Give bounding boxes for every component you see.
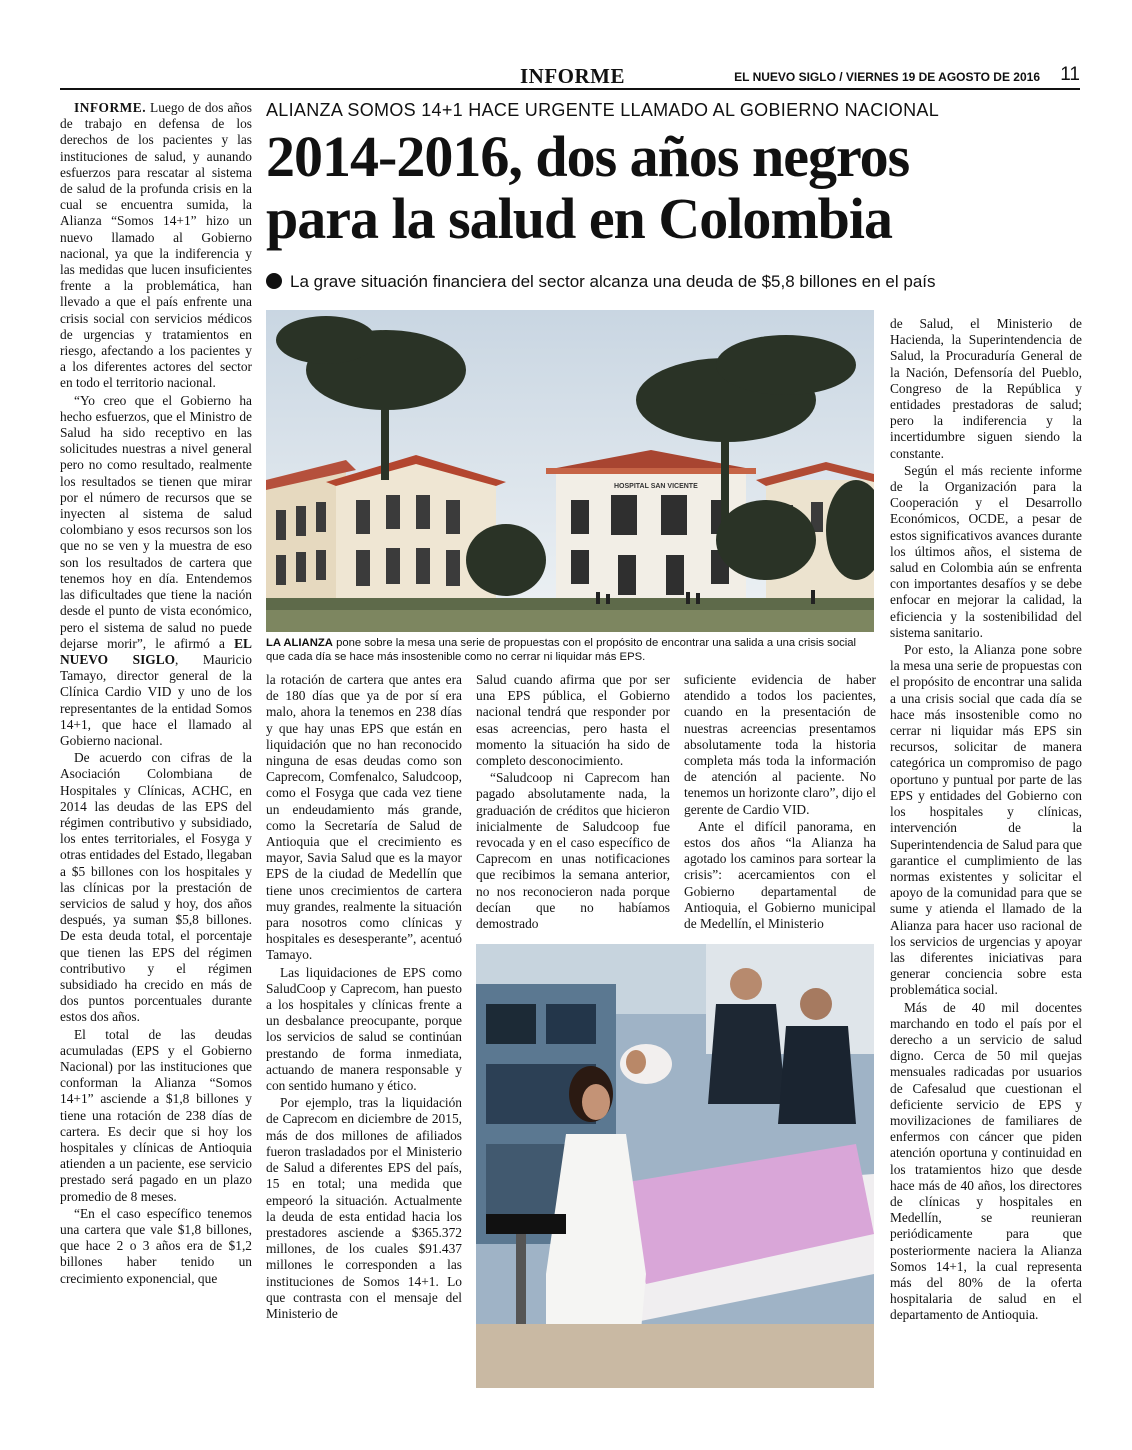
hospital-room-photo: [476, 944, 874, 1388]
article-column-4: [684, 672, 876, 933]
dateline: INFORME.: [74, 100, 147, 115]
paragraph: suficiente evidencia de haber atendido a todos los pacientes, cuando en la presentación de nuestras acreencias presentamos absolutamente toda la historia completa más toda la información de atención al paciente. No tenemos un horizonte claro”, dijo el gerente de Cardio VID.: [684, 672, 876, 817]
headline-line-1: 2014-2016, dos años negros: [266, 124, 910, 189]
section-name: INFORME: [520, 64, 625, 88]
paragraph: Por ejemplo, tras la liquidación de Caprecom en diciembre de 2015, más de dos millones de afiliados fueron trasladados por el Ministerio de Salud a diferentes EPS del país, 15 en total; una medida que empeoró la situación. Actualmente la deuda de esta entidad hacia los prestadores asciende a $365.372 millones, de los cuales $91.437 millones le corresponden a las instituciones de Somos 14+1. Lo que contrasta con el mensaje del Ministerio de: [266, 1095, 462, 1321]
paragraph: la rotación de cartera que antes era de 180 días que ya de por sí era malo, ahora la tenemos en 238 días y que hay unas EPS que están en liquidación que no han reconocido ninguna de esas deudas como son Caprecom, Comfenalco, Saludcoop, como el Fosyga que cada vez tiene un endeudamiento más grande, como la Secretaría de Salud de Antioquia que el crecimiento es mayor, Savia Salud que es la mayor EPS de la ciudad de Medellín que tiene unos crecimientos de cartera muy grandes, realmente la situación para nosotros como clínicas y hospitales es desesperante”, acentuó Tamayo.: [266, 672, 462, 963]
page-number: 11: [1060, 64, 1080, 85]
newspaper-name: EL NUEVO SIGLO: [60, 635, 252, 667]
photo-caption: LA ALIANZA pone sobre la mesa una serie de propuestas con el propósito de encontrar una salida a una crisis social que cada día se hace más insostenible como no cerrar ni liquidar más EPS.: [266, 637, 857, 663]
paragraph: Por esto, la Alianza pone sobre la mesa una serie de propuestas con el propósito de encontrar una salida a una crisis social que cada día se hace más insostenible como no cerrar ni liquidar más EPS sin recursos, solicitar de manera categórica un compromiso de pago oportuno y puntual por parte de las EPS y entidades del Gobierno con los hospitales y clínicas, intervención de la Superintendencia de Salud para que garantice el cumplimiento de las normas existentes y solicitar el apoyo de la comunidad para que se sume y atienda el llamado de la Alianza para hacer uso racional de los servicios de urgencias y apoyar las diferentes iniciativas para generar conciencia sobre esta problemática social.: [890, 642, 1082, 998]
subhead-text: La grave situación financiera del sector alcanza una deuda de $5,8 billones en el país: [290, 272, 936, 291]
hospital-illustration: [266, 310, 874, 632]
paragraph: de Salud, el Ministerio de Hacienda, la Superintendencia de Salud, la Procuraduría General de la Nación, Defensoría del Pueblo, Congreso de la República y entidades prestadoras de salud; pero la indiferencia y la incertidumbre siguen siendo la constante.: [890, 316, 1082, 461]
hospital-room-illustration: [476, 944, 874, 1388]
article-column-2: [266, 672, 462, 1323]
paragraph: De acuerdo con cifras de la Asociación Colombiana de Hospitales y Clínicas, ACHC, en 2014 las deudas de las EPS del régimen contributivo y subsidiado, los entes territoriales, el Fosyga y otras entidades del Estado, llegaban a $5 billones con los hospitales y las clínicas por la prestación de servicios de salud y hoy, dos años después, ya suman $5,8 billones. De esta deuda total, el porcentaje que tienen las EPS del régimen contributivo y el régimen subsidiado ha crecido en más de dos puntos porcentuales durante estos dos años.: [60, 750, 252, 1025]
headline-line-2: para la salud en Colombia: [266, 186, 892, 251]
building-sign: HOSPITAL SAN VICENTE: [614, 483, 698, 490]
article-column-1: [60, 100, 252, 1288]
paragraph: “Saludcoop ni Caprecom han pagado absolutamente nada, la graduación de créditos que hicieron inicialmente de Saludcoop fue revocada y en el caso específico de Caprecom en unas notificaciones que recibimos la semana anterior, no nos reconocieron nada porque decían que no habíamos demostrado: [476, 770, 670, 932]
bullet-icon: [266, 273, 282, 289]
paper-date-info: EL NUEVO SIGLO / VIERNES 19 DE AGOSTO DE 2016: [734, 70, 1040, 84]
paragraph: Las liquidaciones de EPS como SaludCoop y Caprecom, han puesto a los hospitales y clínicas frente a un desbalance preocupante, porque los servicios de salud se continúan prestando de forma inmediata, actuando de manera responsable y con sentido humano y ético.: [266, 964, 462, 1094]
paragraph: “Yo creo que el Gobierno ha hecho esfuerzos, que el Ministro de Salud ha sido receptivo en las solicitudes nuestras a nivel general pero no como resultado, realmente los resultados se tienen que mirar por el número de recursos que se inyecten al sistema de salud colombiano y esos recursos son los que no se ven y la muestra de eso son los resultados de cartera que tenemos hoy en día. Entendemos las dificultades que tiene la nación desde el punto de vista económico, pero el sistema de salud no puede dejarse morir”, le afirmó a EL NUEVO SIGLO, Mauricio Tamayo, director general de la Clínica Cardio VID y uno de los representantes de la entidad Somos 14+1, que hace el llamado al Gobierno nacional.: [60, 392, 253, 748]
paragraph: “En el caso específico tenemos una cartera que vale $1,8 billones, que hace 2 o 3 años era de $1,2 billones haber tenido un crecimiento exponencial, que: [60, 1205, 252, 1286]
paragraph: Ante el difícil panorama, en estos dos años “la Alianza ha agotado los caminos para sortear la crisis”: acercamientos con el Gobierno departamental de Antioquia, el Gobierno municipal de Medellín, el Ministerio: [684, 818, 876, 932]
article-column-5: [890, 316, 1082, 1325]
article-column-3: [476, 672, 670, 933]
paragraph: Salud cuando afirma que por ser una EPS pública, el Gobierno nacional tendrá que responder por esas acreencias, pero hasta el momento la situación ha sido de completo desconocimiento.: [476, 672, 670, 769]
paragraph: INFORME. Luego de dos años de trabajo en defensa de los derechos de los pacientes y las instituciones de salud, y aunando esfuerzos para rescatar al sistema de salud de la profunda crisis en la cual se encuentra sumida, la Alianza “Somos 14+1” hizo un nuevo llamado al Gobierno nacional, ya que la indiferencia y las medidas que lucen insuficientes frente a la problemática, han llevado a que el país enfrente una crisis social con servicios médicos de urgencias y tratamientos en riesgo, afectando a los pacientes y a los diferentes actores del sector en todo el territorio nacional.: [60, 100, 252, 391]
article-headline: [266, 126, 1066, 250]
caption-lead: LA ALIANZA: [266, 637, 333, 649]
paragraph: El total de las deudas acumuladas (EPS y el Gobierno Nacional) por las instituciones que conforman la Alianza “Somos 14+1” asciende a $1,8 billones y tiene una rotación de 238 días de cartera. Es decir que si hoy los hospitales y clínicas de Antioquia atienden a un paciente, ese servicio prestado será pagado en un plazo promedio de 8 meses.: [60, 1026, 252, 1204]
article-kicker: ALIANZA SOMOS 14+1 HACE URGENTE LLAMADO AL GOBIERNO NACIONAL: [266, 100, 940, 120]
article-subhead: [266, 272, 936, 292]
hospital-building-photo: [266, 310, 874, 632]
page-header: [60, 64, 1080, 90]
paragraph: Según el más reciente informe de la Organización para la Cooperación y el Desarrollo Económicos, OCDE, a pesar de estos significativos avances durante los últimos años, el sistema de salud en Colombia aún se enfrenta con importantes desafíos y se debe enfocar en mejorar la calidad, la eficiencia y la sostenibilidad del sistema sanitario.: [890, 462, 1082, 640]
paragraph: Más de 40 mil docentes marchando en todo el país por el derecho a un servicio de salud digno. Cerca de 50 mil quejas mensuales radicadas por usuarios de Cafesalud que cuestionan el deficiente servicio de EPS y movilizaciones de familiares de enfermos con cáncer que piden atención oportuna y continuidad en los tratamientos hizo que desde hace más de 40 años, los directores de clínicas y hospitales en Medellín, se reunieran periódicamente para que posteriormente naciera la Alianza Somos 14+1, la cual representa más del 80% de la oferta hospitalaria de salud en el departamento de Antioquia.: [890, 999, 1082, 1323]
